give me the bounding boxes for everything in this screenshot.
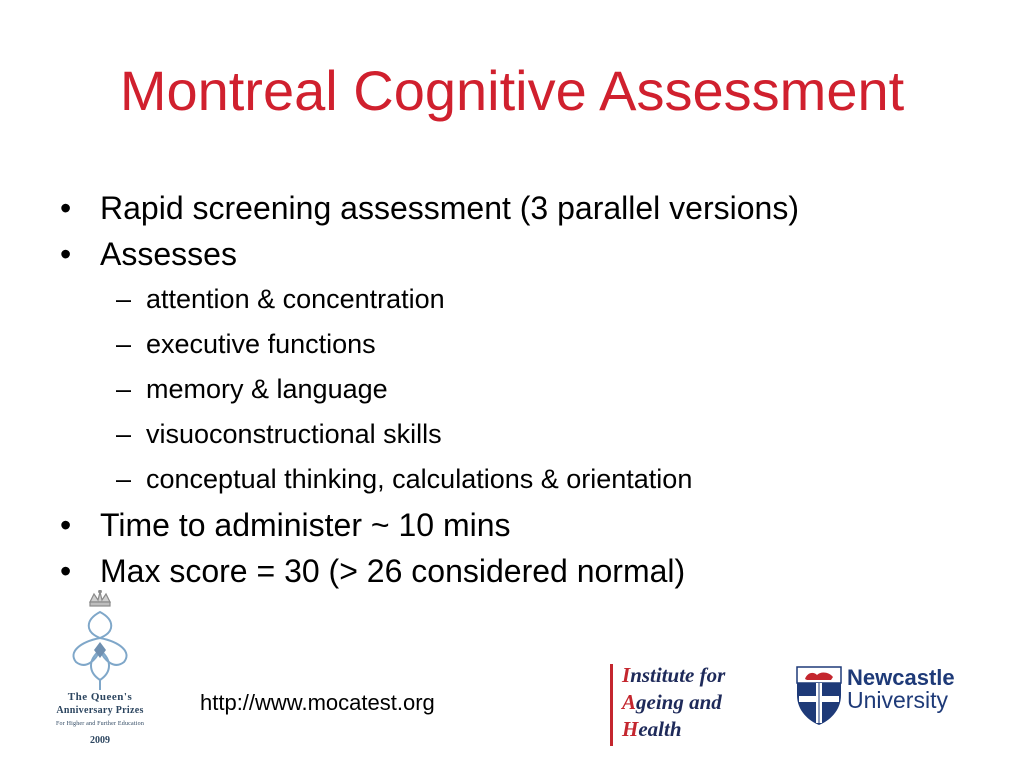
sub-bullet-text: memory & language bbox=[146, 374, 388, 404]
sub-bullet-text: executive functions bbox=[146, 329, 376, 359]
institute-logo-text bbox=[622, 662, 725, 743]
queens-prize-year: 2009 bbox=[90, 735, 110, 746]
newcastle-name: Newcastle bbox=[847, 665, 955, 690]
queens-prize-text bbox=[40, 690, 160, 748]
institute-logo-bar bbox=[610, 664, 613, 746]
reference-url[interactable]: http://www.mocatest.org bbox=[200, 690, 435, 715]
bullet-list bbox=[60, 185, 1000, 594]
sub-bullet-dash: – bbox=[116, 374, 132, 404]
sub-bullet-item bbox=[60, 322, 1000, 367]
sub-bullet-dash: – bbox=[116, 464, 132, 494]
institute-line3: Health bbox=[622, 717, 682, 741]
sub-bullet-text: visuoconstructional skills bbox=[146, 419, 442, 449]
sub-bullet-dash: – bbox=[116, 329, 132, 359]
institute-line1: Institute for bbox=[622, 663, 726, 687]
newcastle-university-word: University bbox=[847, 687, 948, 713]
sub-bullet-text: conceptual thinking, calculations & orientation bbox=[146, 464, 693, 494]
bullet-dot: • bbox=[60, 507, 72, 543]
bullet-text: Max score = 30 (> 26 considered normal) bbox=[100, 553, 686, 589]
slide-title: Montreal Cognitive Assessment bbox=[119, 59, 905, 122]
sub-bullet-dash: – bbox=[116, 284, 132, 314]
bullet-dot: • bbox=[60, 553, 72, 589]
sub-bullet-item bbox=[60, 367, 1000, 412]
queens-prize-line2: Anniversary Prizes bbox=[56, 705, 144, 716]
bullet-item bbox=[60, 185, 1000, 231]
queens-prize-line1: The Queen's bbox=[67, 691, 133, 703]
newcastle-university-logo bbox=[795, 665, 985, 735]
bullet-text: Assesses bbox=[100, 236, 237, 272]
institute-logo bbox=[610, 664, 790, 748]
bullet-text: Time to administer ~ 10 mins bbox=[100, 507, 511, 543]
queens-prize-line3: For Higher and Further Education bbox=[55, 721, 145, 727]
bullet-dot: • bbox=[60, 190, 72, 226]
sub-bullet-item bbox=[60, 277, 1000, 322]
bullet-item bbox=[60, 502, 1000, 548]
sub-bullet-item bbox=[60, 457, 1000, 502]
sub-bullet-item bbox=[60, 412, 1000, 457]
sub-bullet-text: attention & concentration bbox=[146, 284, 445, 314]
bullet-text: Rapid screening assessment (3 parallel versions) bbox=[100, 190, 799, 226]
newcastle-shield-icon bbox=[795, 665, 843, 727]
institute-line2: Ageing and bbox=[622, 690, 722, 714]
bullet-item bbox=[60, 548, 1000, 594]
sub-bullet-dash: – bbox=[116, 419, 132, 449]
bullet-dot: • bbox=[60, 236, 72, 272]
bullet-item bbox=[60, 231, 1000, 277]
